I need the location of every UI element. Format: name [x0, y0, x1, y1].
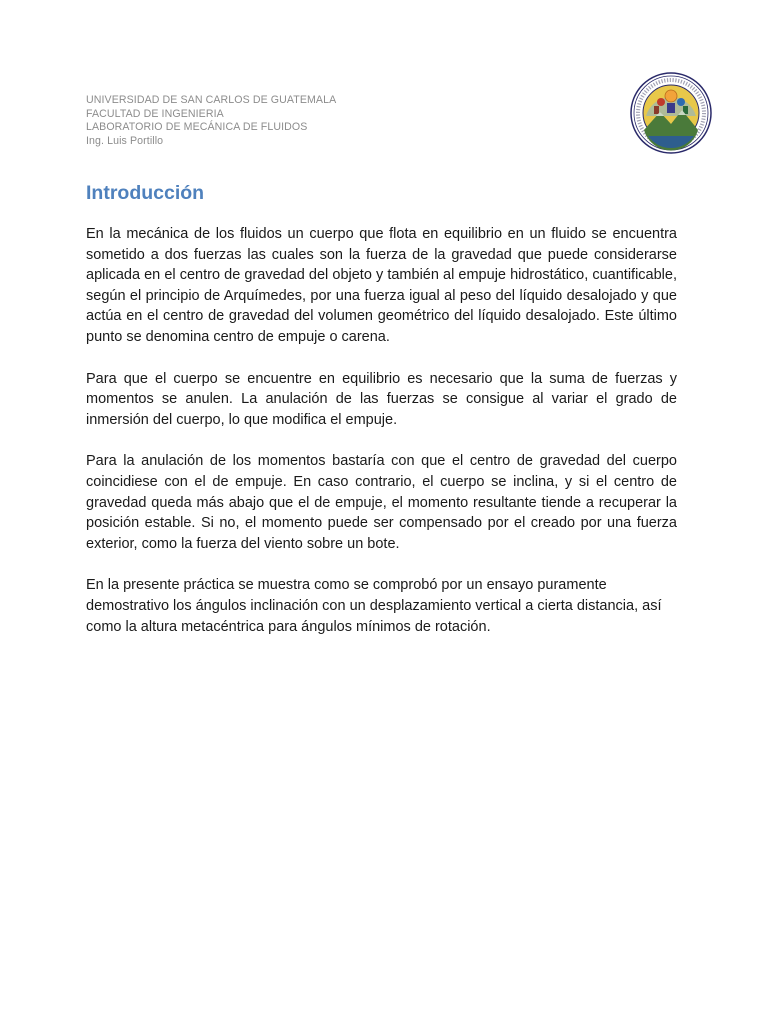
document-header [86, 94, 566, 148]
paragraph-2: Para que el cuerpo se encuentre en equilibrio es necesario que la suma de fuerzas y momentos se anulen. La anulación de las fuerzas se consigue al variar el grado de inmersión del cuerpo, lo que modifica el empuje. [86, 370, 677, 428]
university-seal-icon [630, 72, 712, 154]
introduction-body [86, 224, 677, 658]
laboratory-name: LABORATORIO DE MECÁNICA DE FLUIDOS [86, 121, 308, 134]
section-title: Introducción [86, 182, 205, 204]
paragraph-4: En la presente práctica se muestra como se comprobó por un ensayo puramente demostrativo los ángulos inclinación con un desplazamiento vertical a cierta distancia, así como la altura metacéntrica para ángulos mínimos de rotación. [86, 577, 662, 635]
paragraph-1: En la mecánica de los fluidos un cuerpo que flota en equilibrio en un fluido se encuentra sometido a dos fuerzas las cuales son la fuerza de la gravedad que puede considerarse aplicada en el centro de gravedad del objeto y también al empuje hidrostático, cuantificable, según el principio de Arquímedes, por una fuerza igual al peso del líquido desalojado y que actúa en el centro de gravedad del volumen geométrico del líquido desalojado. Este último punto se denomina centro de empuje o carena. [86, 226, 677, 345]
university-name: UNIVERSIDAD DE SAN CARLOS DE GUATEMALA [86, 94, 337, 106]
faculty-name: FACULTAD DE INGENIERIA [86, 107, 224, 120]
instructor-name: Ing. Luis Portillo [86, 134, 164, 147]
paragraph-3: Para la anulación de los momentos bastaría con que el centro de gravedad del cuerpo coincidiese con el de empuje. En caso contrario, el cuerpo se inclina, y si el centro de gravedad queda más abajo que el de empuje, el momento resultante tiende a recuperar la posición estable. Si no, el momento puede ser compensado por el creado por una fuerza exterior, como la fuerza del viento sobre un bote. [86, 453, 677, 552]
